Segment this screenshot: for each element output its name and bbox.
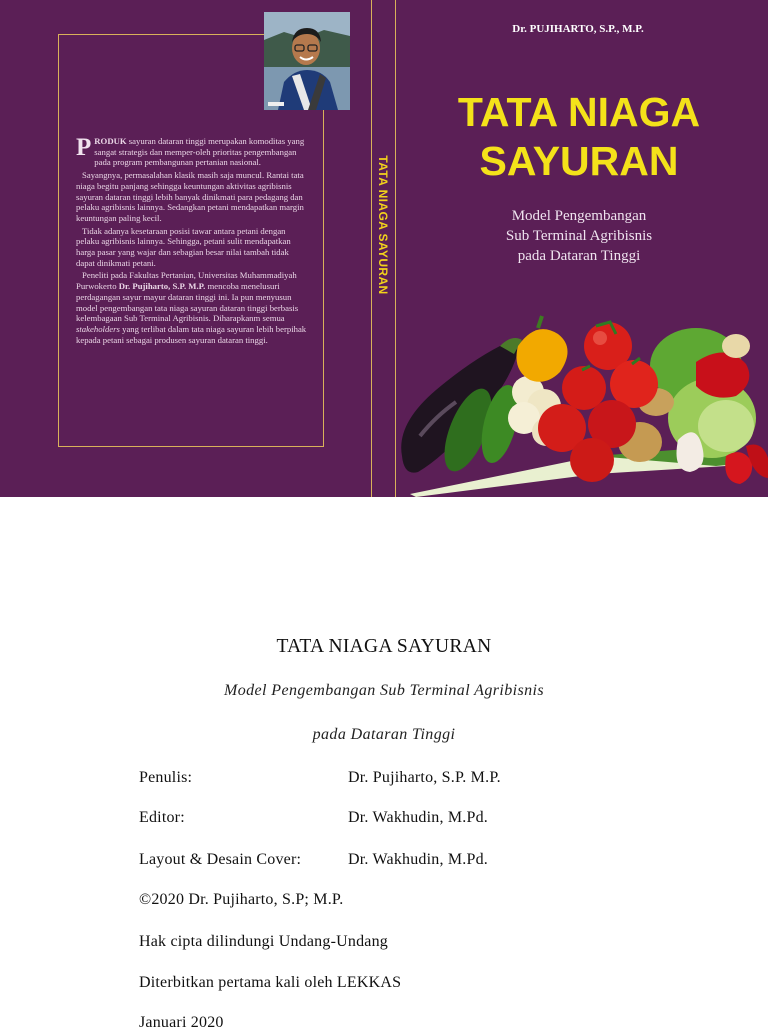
credit-row-editor	[139, 809, 489, 827]
credit-value: Dr. Wakhudin, M.Pd.	[348, 851, 489, 868]
front-title-line: TATA NIAGA	[457, 89, 701, 135]
front-title-line: SAYURAN	[479, 138, 679, 184]
title-page-title: TATA NIAGA SAYURAN	[276, 636, 492, 657]
blurb-paragraph	[76, 136, 308, 168]
front-cover-subtitle	[398, 206, 760, 266]
spine-title-text: TATA NIAGA SAYURAN	[376, 155, 390, 295]
back-cover-blurb	[76, 136, 308, 347]
front-subtitle-line: Model Pengembangan	[511, 208, 647, 224]
title-page-subtitle: Model Pengembangan Sub Terminal Agribisnis	[224, 682, 544, 699]
copyright-line: ©2020 Dr. Pujiharto, S.P; M.P.	[139, 891, 344, 908]
credit-label: Editor:	[139, 809, 185, 826]
publication-date: Januari 2020	[139, 1014, 224, 1031]
blurb-italic-term: stakeholders	[76, 323, 120, 334]
blurb-text: Peneliti pada Fakultas Pertanian, Universitas Muhammadiyah Purwokerto	[76, 270, 297, 292]
credit-value: Dr. Pujiharto, S.P. M.P.	[348, 769, 501, 786]
credit-label: Penulis:	[139, 769, 193, 786]
blurb-text: yang terlibat dalam tata niaga sayuran lebih berpihak kepada petani sebagai produsen sayuran dataran tinggi.	[76, 323, 307, 345]
credit-value: Dr. Wakhudin, M.Pd.	[348, 809, 489, 826]
credit-label: Layout & Desain Cover:	[139, 851, 302, 868]
credit-row-author	[139, 769, 501, 787]
blurb-text: Tidak adanya kesetaraan posisi tawar antara petani dengan pelaku agribisnis lainnya. Sehingga, petani sulit mendapatkan harga pasar yang wajar dan sebagian besar nilai tambah tidak dapat dinikmati petani.	[76, 225, 291, 268]
blurb-text: sayuran dataran tinggi merupakan komoditas yang sangat strategis dan memper-oleh prioritas pengembangan pada program pembangunan pertanian nasional.	[94, 136, 305, 168]
spine-divider-left	[371, 0, 372, 497]
drop-cap: P	[76, 134, 92, 161]
blurb-author-name: Dr. Pujiharto, S.P. M.P.	[118, 281, 206, 292]
front-subtitle-line: Sub Terminal Agribisnis	[505, 228, 653, 244]
blurb-text: Sayangnya, permasalahan klasik masih saja muncul. Rantai tata niaga begitu panjang sehingga keuntungan aktivitas agribisnis sayuran dataran tinggi lebih banyak dinikmati para pedagang dan pelaku agribisnis lainnya. Sedangkan petani mendapatkan margin keuntungan paling kecil.	[76, 170, 304, 223]
blurb-paragraph	[76, 226, 308, 269]
vegetables-illustration	[396, 306, 768, 497]
publisher-line: Diterbitkan pertama kali oleh LEKKAS	[139, 974, 402, 991]
blurb-text: mencoba menelusuri perdagangan sayur mayur dataran tinggi ini. Ia pun menyusun model pengembangan tata niaga sayuran dataran tinggi berbasis kelembagaan Sub Terminal Agribisnis. Diharapkanm semua	[76, 281, 299, 324]
front-cover-title	[398, 88, 760, 186]
author-photo	[264, 12, 350, 110]
blurb-paragraph	[76, 170, 308, 224]
front-cover-author: Dr. PUJIHARTO, S.P., M.P.	[512, 23, 644, 35]
blurb-lead-word: RODUK	[94, 136, 127, 146]
title-page-subtitle: pada Dataran Tinggi	[312, 726, 456, 743]
rights-line: Hak cipta dilindungi Undang-Undang	[139, 933, 388, 950]
book-cover-spread	[0, 0, 768, 497]
credit-row-layout	[139, 851, 489, 869]
blurb-paragraph	[76, 270, 308, 345]
front-subtitle-line: pada Dataran Tinggi	[517, 248, 641, 264]
